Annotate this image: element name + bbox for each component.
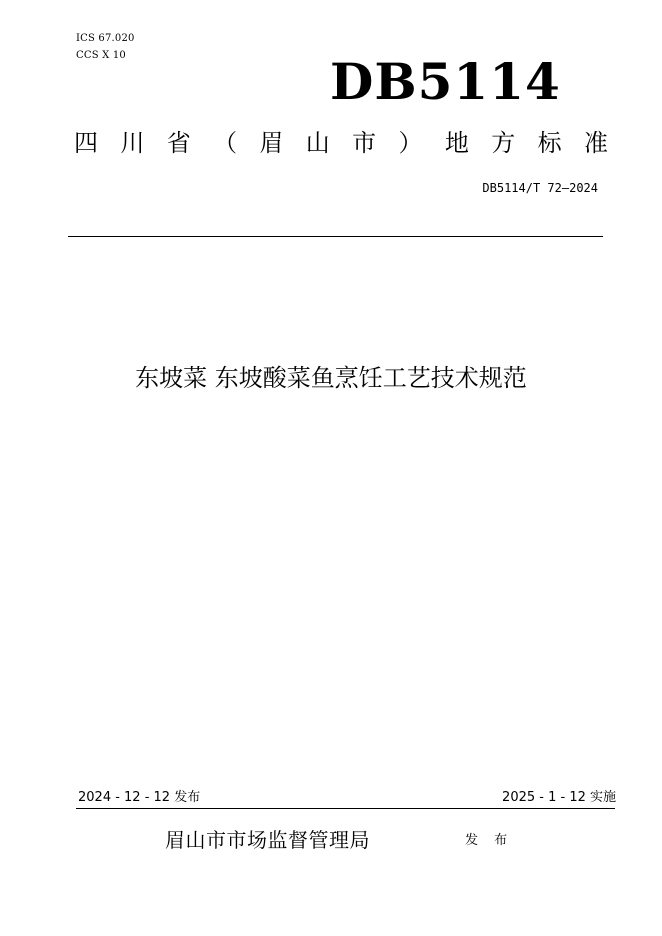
standard-category-char: ） xyxy=(398,129,423,157)
standard-category-char: 山 xyxy=(305,129,330,157)
standard-number: DB5114/T 72—2024 xyxy=(482,181,598,195)
standard-category-char: 标 xyxy=(537,129,562,157)
ccs-code: CCS X 10 xyxy=(76,50,126,61)
issuing-authority: 眉山市市场监督管理局 xyxy=(165,828,370,852)
standard-category-char: 四 xyxy=(74,129,98,157)
standard-category-char: 眉 xyxy=(259,129,284,157)
footer-divider xyxy=(76,808,615,809)
standard-category-char: 省 xyxy=(166,129,191,157)
standard-category-char: 地 xyxy=(444,129,469,157)
document-title: 东坡菜 东坡酸菜鱼烹饪工艺技术规范 xyxy=(135,364,527,392)
ics-code: ICS 67.020 xyxy=(76,33,135,44)
standard-category-char: 市 xyxy=(352,129,377,157)
standard-category-char: 川 xyxy=(120,129,145,157)
publish-date: 2024 - 12 - 12 发布 xyxy=(78,790,201,805)
issue-label: 发 布 xyxy=(465,833,514,848)
standard-category-title xyxy=(74,128,608,158)
header-divider xyxy=(68,236,603,237)
standard-code-logo: DB5114 xyxy=(330,52,561,111)
standard-category-char: 准 xyxy=(583,129,608,157)
standard-category-char: 方 xyxy=(491,129,516,157)
standard-category-char: （ xyxy=(213,129,238,157)
implement-date: 2025 - 1 - 12 实施 xyxy=(502,790,616,805)
